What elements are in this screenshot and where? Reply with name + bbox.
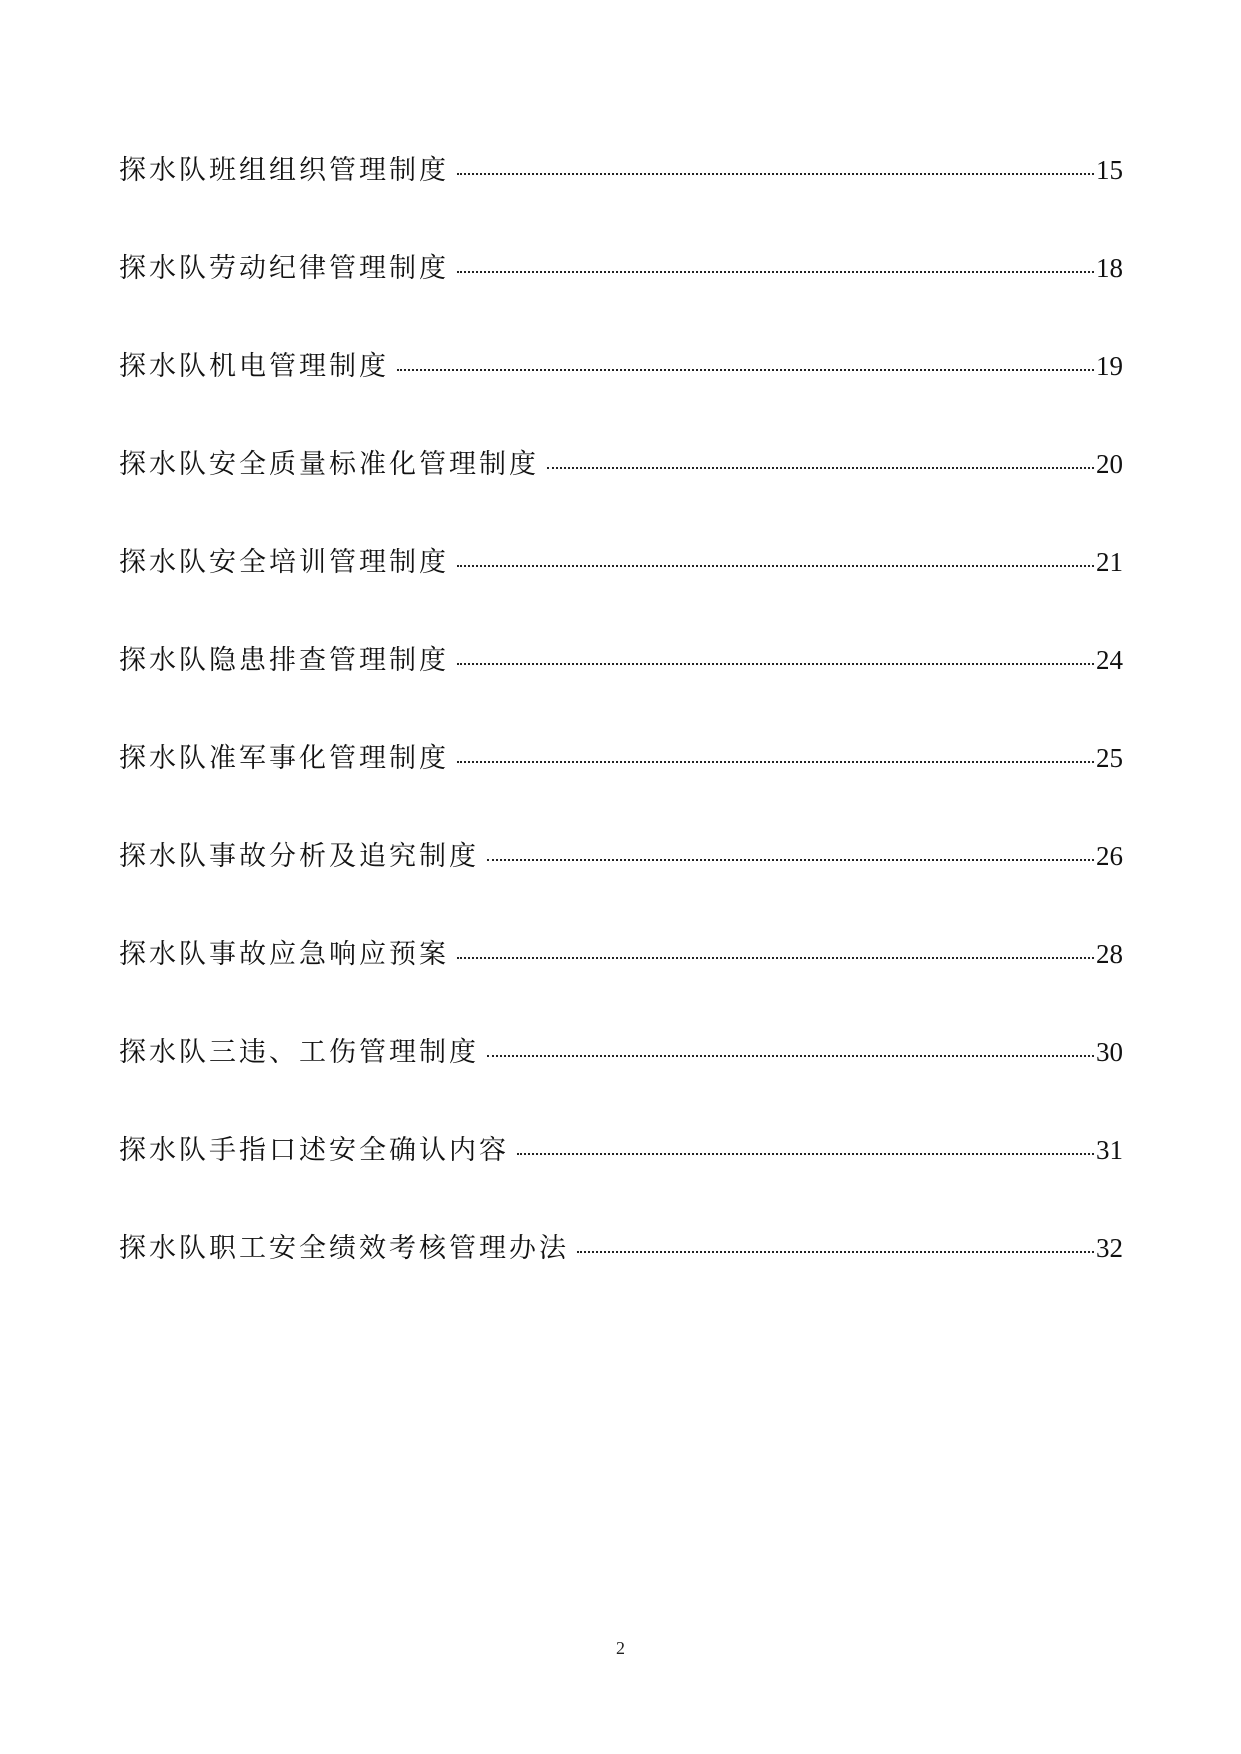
toc-entry-title: 探水队劳动纪律管理制度 <box>119 253 449 284</box>
toc-entry[interactable] <box>119 736 1123 834</box>
toc-entry[interactable] <box>119 932 1123 1030</box>
toc-entry[interactable] <box>119 1030 1123 1128</box>
toc-leader-dots <box>457 957 1094 959</box>
toc-entry-title: 探水队隐患排查管理制度 <box>119 645 449 676</box>
page-number: 2 <box>616 1638 625 1658</box>
toc-entry-page: 30 <box>1096 1037 1123 1067</box>
toc-entry-title: 探水队准军事化管理制度 <box>119 743 449 774</box>
toc-leader-dots <box>457 271 1094 273</box>
toc-entry-page: 15 <box>1096 155 1123 185</box>
toc-entry-page: 32 <box>1096 1233 1123 1263</box>
toc-entry-page: 21 <box>1096 547 1123 577</box>
toc-entry-title: 探水队事故分析及追究制度 <box>119 841 479 872</box>
toc-leader-dots <box>397 369 1094 371</box>
toc-leader-dots <box>487 859 1094 861</box>
toc-leader-dots <box>457 173 1094 175</box>
toc-entry-title: 探水队机电管理制度 <box>119 351 389 382</box>
toc-entry[interactable] <box>119 1128 1123 1226</box>
toc-entry-page: 25 <box>1096 743 1123 773</box>
toc-entry-title: 探水队安全培训管理制度 <box>119 547 449 578</box>
toc-entry-page: 18 <box>1096 253 1123 283</box>
toc-entry-title: 探水队三违、工伤管理制度 <box>119 1037 479 1068</box>
toc-entry[interactable] <box>119 834 1123 932</box>
toc-entry-page: 28 <box>1096 939 1123 969</box>
toc-entry[interactable] <box>119 442 1123 540</box>
toc-entry[interactable] <box>119 1226 1123 1324</box>
toc-leader-dots <box>577 1251 1094 1253</box>
toc-entry[interactable] <box>119 246 1123 344</box>
toc-leader-dots <box>457 565 1094 567</box>
toc-entry[interactable] <box>119 148 1123 246</box>
toc-entry-page: 26 <box>1096 841 1123 871</box>
toc-leader-dots <box>547 467 1094 469</box>
toc-entry-title: 探水队事故应急响应预案 <box>119 939 449 970</box>
toc-entry[interactable] <box>119 638 1123 736</box>
toc-entry-page: 19 <box>1096 351 1123 381</box>
toc-entry-title: 探水队手指口述安全确认内容 <box>119 1135 509 1166</box>
toc-leader-dots <box>487 1055 1094 1057</box>
toc-leader-dots <box>457 761 1094 763</box>
toc-entry-page: 31 <box>1096 1135 1123 1165</box>
toc-entry[interactable] <box>119 344 1123 442</box>
toc-leader-dots <box>517 1153 1094 1155</box>
table-of-contents <box>119 148 1123 1324</box>
toc-entry-title: 探水队职工安全绩效考核管理办法 <box>119 1233 569 1264</box>
toc-entry-title: 探水队安全质量标准化管理制度 <box>119 449 539 480</box>
toc-leader-dots <box>457 663 1094 665</box>
toc-entry-title: 探水队班组组织管理制度 <box>119 155 449 186</box>
toc-entry-page: 20 <box>1096 449 1123 479</box>
toc-entry[interactable] <box>119 540 1123 638</box>
toc-entry-page: 24 <box>1096 645 1123 675</box>
